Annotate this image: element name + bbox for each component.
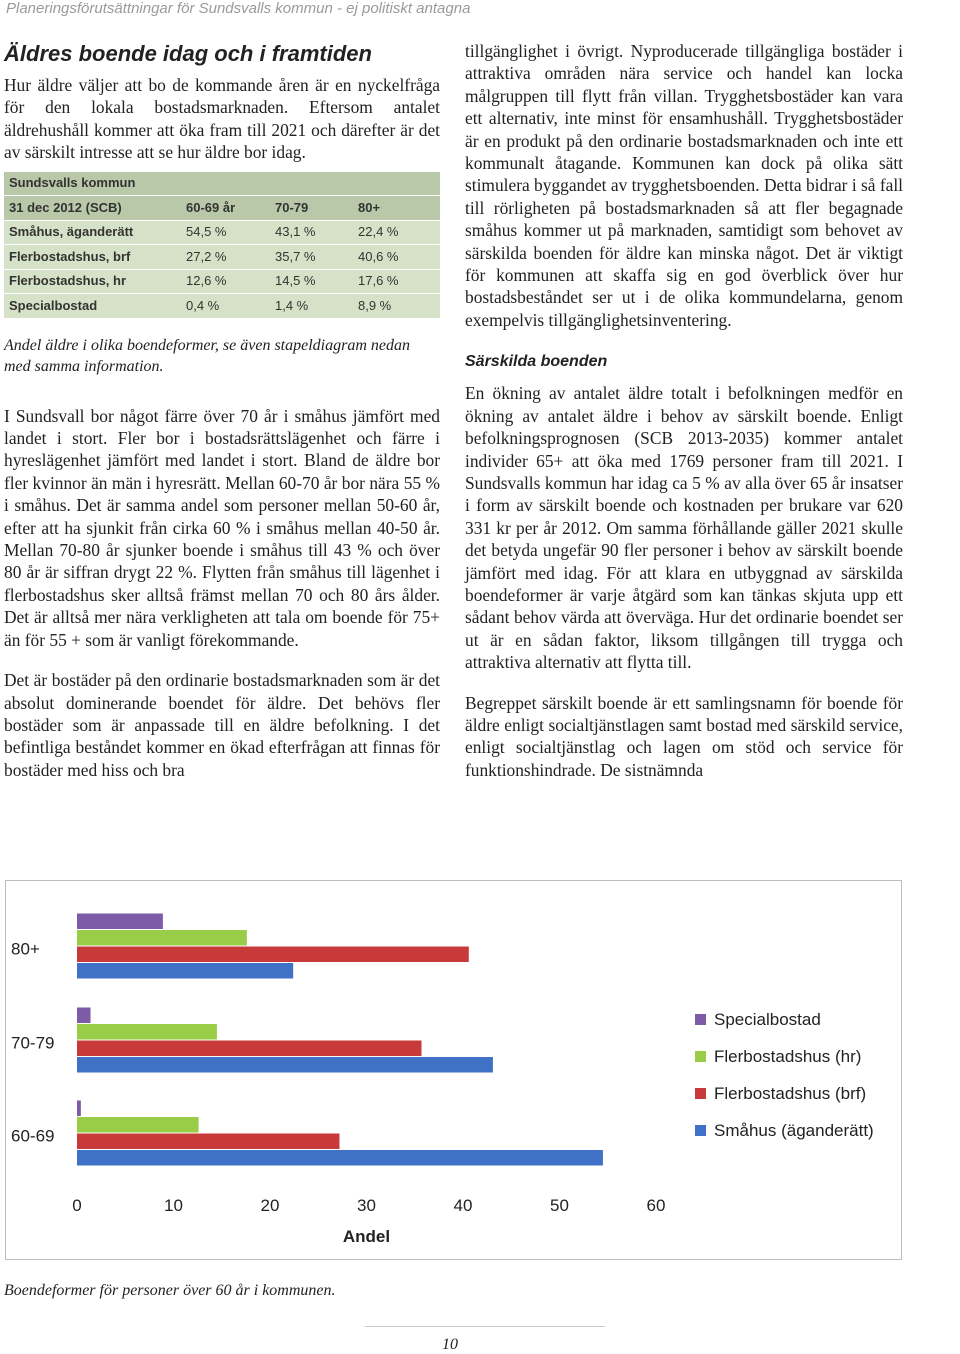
bar-flerbostadshus-hr--60-69 [77, 1117, 199, 1133]
legend-label: Småhus (äganderätt) [714, 1121, 874, 1140]
table-cell: 12,6 % [181, 269, 270, 294]
table-cell: 14,5 % [270, 269, 353, 294]
legend-swatch [695, 1014, 706, 1025]
table-cell: 1,4 % [270, 294, 353, 319]
left-column [4, 40, 440, 781]
table-cell: 0,4 % [181, 294, 270, 319]
bar-småhus-äganderätt--60-69 [77, 1150, 603, 1166]
x-tick-label: 0 [72, 1196, 82, 1215]
legend-swatch [695, 1088, 706, 1099]
table-row [4, 269, 440, 294]
intro-paragraph: Hur äldre väljer att bo de kommande åren är en nyckelfråga för den lokala bostadsmarknaden. Eftersom antalet äldrehushåll kommer att öka fram till 2021 och därefter är det av särskilt intresse att se hur äldre bor idag. [4, 75, 440, 163]
legend-label: Specialbostad [714, 1010, 821, 1029]
legend-swatch [695, 1051, 706, 1062]
bar-flerbostadshus-brf--80+ [77, 947, 469, 963]
running-header: Planeringsförutsättningar för Sundsvalls kommun - ej politiskt antagna [6, 0, 471, 17]
table-cell: 40,6 % [353, 245, 440, 270]
bar-småhus-äganderätt--80+ [77, 963, 293, 979]
bar-flerbostadshus-brf--70-79 [77, 1041, 422, 1057]
category-label: 60-69 [11, 1126, 55, 1146]
body-paragraph: Det är bostäder på den ordinarie bostadsmarknaden som är det absolut dominerande boendet för äldre. Det behövs fler bostäder som är anpassade till en äldre befolkning. I det befintliga beståndet kommer en ökad efterfrågan att finnas för bostäder med hiss och bra [4, 670, 440, 780]
x-tick-label: 30 [357, 1196, 376, 1215]
table-title: Sundsvalls kommun [4, 172, 440, 196]
table-cell: Flerbostadshus, hr [4, 269, 181, 294]
legend-label: Flerbostadshus (brf) [714, 1084, 867, 1103]
chart-caption: Boendeformer för personer över 60 år i kommunen. [4, 1282, 336, 1299]
table-cell: Specialbostad [4, 294, 181, 319]
body-paragraph: I Sundsvall bor något färre över 70 år i småhus jämfört med landet i stort. Fler bor i bostadsrättslägenhet och färre i hyreslägenhet jämfört med landet i stort. Bland de äldre bor fler kvinnor än män i hyresrätt. Mellan 60-70 år bor nära 55 % i småhus. Det är samma andel som personer mellan 50-60 år, efter att ha sjunkit från cirka 60 % i småhus mellan 40-50 år. Mellan 70-80 år sjunker boende i småhus till 43 % och över 80 år är siffran drygt 22 %. Flytten från småhus till lägenhet i flerbostadshus sker alltså främst mellan 70 och 80 års ålder. Det är alltså mer nära verkligheten att tala om boende för 75+ än för 55 + som är vanligt förekommande. [4, 405, 440, 650]
category-label: 80+ [11, 939, 40, 959]
category-label: 70-79 [11, 1033, 55, 1053]
bar-chart [6, 881, 901, 1259]
table-header-row [4, 196, 440, 221]
subheading: Särskilda boenden [465, 353, 608, 371]
table-caption: Andel äldre i olika boendeformer, se även stapeldiagram nedan med samma information. [4, 336, 410, 375]
x-tick-label: 20 [260, 1196, 280, 1215]
table-cell: 35,7 % [270, 245, 353, 270]
page-number: 10 [442, 1336, 458, 1353]
table-cell: 8,9 % [353, 294, 440, 319]
bar-specialbostad-60-69 [77, 1101, 81, 1117]
legend-label: Flerbostadshus (hr) [714, 1047, 862, 1066]
chart-container [5, 880, 902, 1260]
table-row [4, 294, 440, 319]
table-header-cell: 31 dec 2012 (SCB) [4, 196, 181, 221]
table-title-row [4, 172, 440, 196]
table-cell: 22,4 % [353, 220, 440, 245]
bar-flerbostadshus-hr--70-79 [77, 1024, 217, 1040]
table-cell: 54,5 % [181, 220, 270, 245]
table-cell: 43,1 % [270, 220, 353, 245]
bar-flerbostadshus-hr--80+ [77, 930, 247, 946]
bar-specialbostad-70-79 [77, 1008, 91, 1024]
footer-rule [365, 1326, 605, 1327]
table-cell: 27,2 % [181, 245, 270, 270]
table-row [4, 245, 440, 270]
section-heading: Äldres boende idag och i framtiden [4, 41, 372, 66]
x-tick-label: 10 [164, 1196, 183, 1215]
table-cell: 17,6 % [353, 269, 440, 294]
right-column [465, 40, 903, 781]
x-axis-label: Andel [342, 1227, 391, 1246]
table-header-cell: 80+ [353, 196, 440, 221]
table-header-cell: 70-79 [270, 196, 353, 221]
x-tick-label: 40 [453, 1196, 473, 1215]
bar-flerbostadshus-brf--60-69 [77, 1134, 339, 1150]
bar-småhus-äganderätt--70-79 [77, 1057, 493, 1073]
body-paragraph: tillgänglighet i övrigt. Nyproducerade tillgängliga bostäder i attraktiva områden nära service och handel kan locka målgruppen till flytt från villan. Trygghetsbostäder kan vara ett alternativ, inte minst för ensamhushåll. Trygghetsbostäder är en produkt på den ordinarie bostadsmarknaden och inte ett kommunalt åtagande. Kommunen kan dock på olika sätt stimulera byggandet av trygghetsboenden. Detta bidrar i så fall till rörligheten på bostadsmarknaden så att fler begagnade småhus kommer ut på marknaden, samtidigt som behovet av särskilda boenden för äldre kan minska något. Det är viktigt för kommunen att skaffa sig en god överblick över hur bostadsbeståndet ser ut i de olika kommundelarna, genom exempelvis tillgänglighetsinventering. [465, 41, 904, 330]
bar-specialbostad-80+ [77, 914, 163, 930]
body-paragraph: Begreppet särskilt boende är ett samlingsnamn för boende för äldre enligt socialtjänstlagen samt bostad med särskild service, enligt socialtjänstlag och lagen om stöd och service för funktionshindrade. De sistnämnda [465, 692, 903, 780]
x-tick-label: 50 [550, 1196, 569, 1215]
x-tick-label: 60 [646, 1196, 666, 1215]
table-row [4, 220, 440, 245]
body-paragraph: En ökning av antalet äldre totalt i befolkningen medför en ökning av antalet äldre i behov av särskilt boende. Enligt befolkningsprognosen (SCB 2013-2035) kommer antalet individer 65+ att öka med 1769 personer fram till 2021. I Sundsvalls kommun har idag ca 5 % av alla över 65 år insatser i form av särskilt boende och kostnaden per brukare var 620 331 kr per år 2012. Om samma förhållande gäller 2021 skulle det betyda ungefär 90 fler personer i behov av särskilt boende jämfört med idag. För att klara en utbyggnad av särskilda boendeformer är varje åtgärd som kan tänkas skjuta upp ett sådant behov värda att överväga. Hur det ordinarie boendet ser ut är en sådan faktor, liksom tillgången till trygga och attraktiva alternativ att flytta till. [465, 383, 903, 673]
table-cell: Flerbostadshus, brf [4, 245, 181, 270]
legend-swatch [695, 1125, 706, 1136]
table-header-cell: 60-69 år [181, 196, 270, 221]
statistics-table [4, 172, 440, 319]
table-cell: Småhus, äganderätt [4, 220, 181, 245]
